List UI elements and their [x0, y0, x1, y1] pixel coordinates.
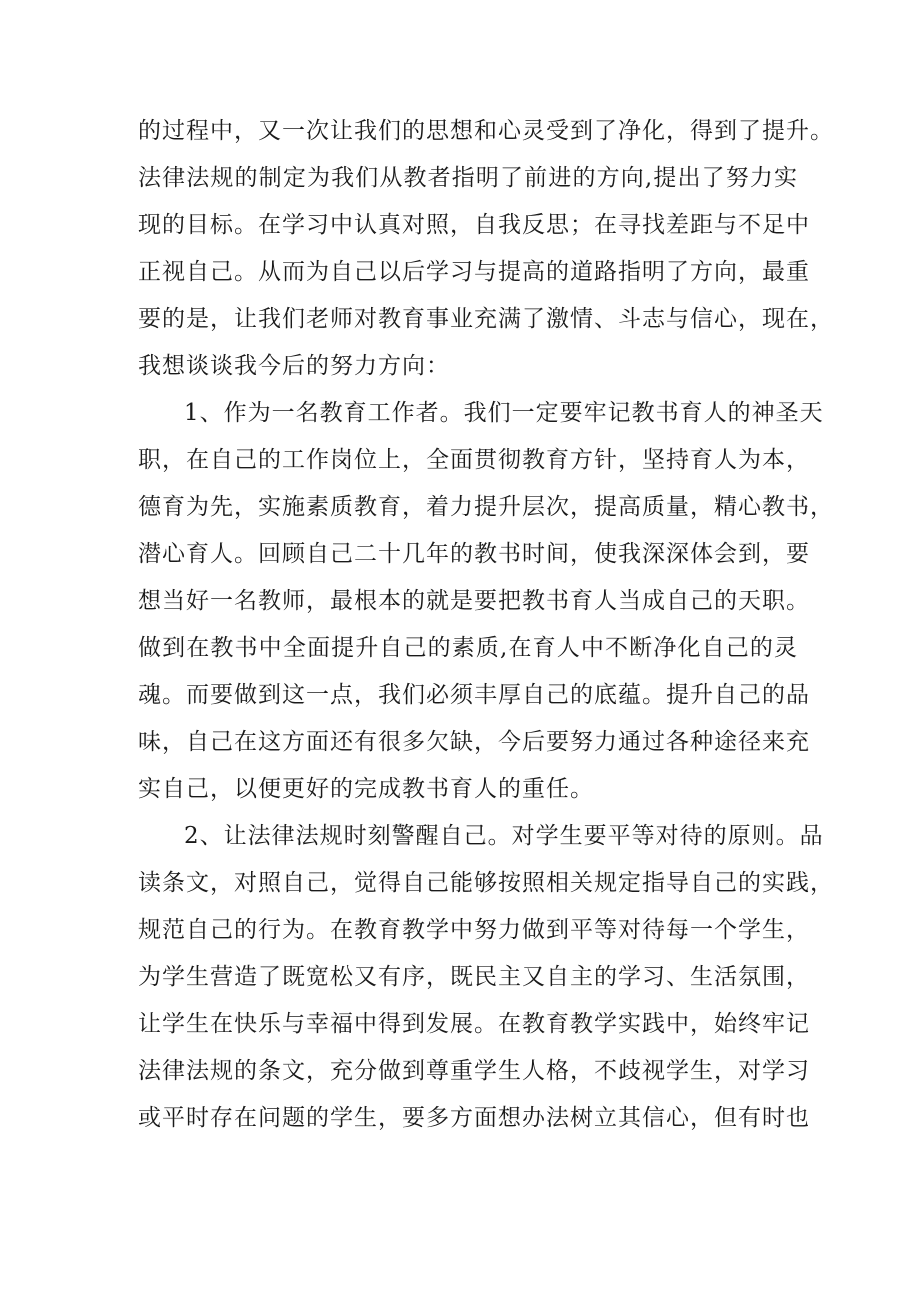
text-line: 的过程中，又一次让我们的思想和心灵受到了净化，得到了提升。 [138, 118, 834, 144]
text-line: 正视自己。从而为自己以后学习与提高的道路指明了方向，最重 [138, 259, 810, 285]
text-line: 做到在教书中全面提升自己的素质,在育人中不断净化自己的灵 [138, 635, 798, 661]
paragraph-2-first-line: 2、让法律法规时刻警醒自己。对学生要平等对待的原则。品 [184, 823, 824, 849]
text-line: 为学生营造了既宽松又有序，既民主又自主的学习、生活氛围， [138, 964, 810, 990]
text-line: 让学生在快乐与幸福中得到发展。在教育教学实践中，始终牢记 [138, 1011, 810, 1037]
text-line: 魂。而要做到这一点，我们必须丰厚自己的底蕴。提升自己的品 [138, 682, 810, 708]
text-line: 要的是，让我们老师对教育事业充满了激情、斗志与信心，现在， [138, 306, 834, 332]
text-line: 职，在自己的工作岗位上，全面贯彻教育方针，坚持育人为本， [138, 447, 810, 473]
text-line: 法律法规的条文，充分做到尊重学生人格，不歧视学生，对学习 [138, 1058, 810, 1084]
text-line: 法律法规的制定为我们从教者指明了前进的方向,提出了努力实 [138, 165, 798, 191]
text-line: 现的目标。在学习中认真对照，自我反思；在寻找差距与不足中 [138, 212, 810, 238]
text-line: 德育为先，实施素质教育，着力提升层次，提高质量，精心教书， [138, 494, 834, 520]
text-line: 读条文，对照自己，觉得自己能够按照相关规定指导自己的实践， [138, 870, 834, 896]
text-line: 规范自己的行为。在教育教学中努力做到平等对待每一个学生， [138, 917, 810, 943]
text-line: 实自己，以便更好的完成教书育人的重任。 [138, 776, 594, 802]
text-line: 想当好一名教师，最根本的就是要把教书育人当成自己的天职。 [138, 588, 810, 614]
text-line: 我想谈谈我今后的努力方向： [138, 353, 450, 379]
paragraph-1-first-line: 1、作为一名教育工作者。我们一定要牢记教书育人的神圣天 [184, 400, 824, 426]
body-text [138, 108, 834, 1142]
text-line: 潜心育人。回顾自己二十几年的教书时间，使我深深体会到，要 [138, 541, 810, 567]
text-line: 味，自己在这方面还有很多欠缺，今后要努力通过各种途径来充 [138, 729, 810, 755]
text-line: 或平时存在问题的学生，要多方面想办法树立其信心，但有时也 [138, 1105, 810, 1131]
